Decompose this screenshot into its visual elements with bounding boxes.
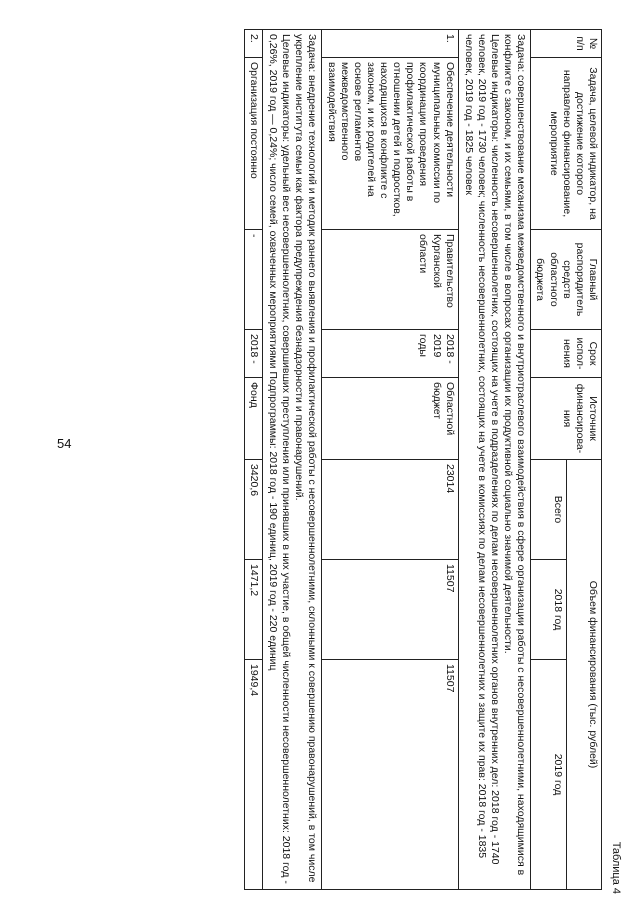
header-volume: Объем финансирования (тыс. рублей) [566, 460, 601, 890]
header-row [566, 30, 601, 890]
header-term: Срок испол-нения [531, 330, 602, 378]
row1-2019: 11507 [322, 660, 458, 890]
row1-measure: Обеспечение деятельности муниципальных комиссии по координации проведения профилактической работы в отношении детей и подростков, находящихся в конфликте с законом, и их родителей на основе регламентов межведомственного взаимодействия [322, 58, 458, 230]
row1-2018: 11507 [322, 560, 458, 660]
rotated-page [7, 4, 622, 904]
row2-total: 3420,6 [244, 460, 262, 560]
page-number: 54 [57, 436, 72, 451]
row2-2018: 1471,2 [244, 560, 262, 660]
financing-table [244, 29, 602, 890]
header-2019: 2019 год [531, 660, 566, 890]
header-admin: Главный распорядитель средств областного бюджета [531, 230, 602, 330]
row1-source: Областной бюджет [322, 378, 458, 460]
table-row [322, 30, 458, 890]
row1-num: 1. [322, 30, 458, 58]
header-num: № п/п [531, 30, 602, 58]
section2-cell [263, 30, 323, 890]
header-task: Задача, целевой индикатор, на достижение которого направлено финансирование, мероприятие [531, 58, 602, 230]
table-caption: Таблица 4 [610, 841, 622, 894]
section2-row [263, 30, 323, 890]
row2-source: Фонд [244, 378, 262, 460]
row2-admin: - [244, 230, 262, 330]
section1-task: Задача: совершенствование механизма межведомственного и внутриотраслевого взаимодействия в сфере организации работы с несовершеннолетними, находящимися в конфликте с законом, и их семьями, в том числе в вопросах организации их продуктивной социально значимой деятельности. [502, 34, 528, 876]
section1-indicators: Целевые индикаторы: численность несовершеннолетних, состоящих на учете в подразделениях по делам несовершеннолетних органов внутренних дел: 2018 год - 1740 человек, 2019 год - 1730 человек; численность несовершеннолетних, состоящих на учете в комиссиях по делам несовершеннолетних и защите их прав: 2018 год - 1835 человек, 2019 год - 1825 человек [462, 34, 502, 865]
row2-term: 2018 - [244, 330, 262, 378]
header-source: Источник финансирова-ния [531, 378, 602, 460]
section1-cell [458, 30, 531, 890]
row1-admin: Правительство Курганской области [322, 230, 458, 330]
row1-term: 2018 - 2019 годы [322, 330, 458, 378]
table-row [244, 30, 262, 890]
header-total: Всего [531, 460, 566, 560]
header-2018: 2018 год [531, 560, 566, 660]
row2-2019: 1949,4 [244, 660, 262, 890]
row1-total: 23014 [322, 460, 458, 560]
section2-task: Задача: внедрение технологий и методик раннего выявления и профилактической работы с несовершеннолетними, склонными к совершению правонарушений, в том числе укрепление института семьи как фактора предупреждения безнадзорности и правонарушений. [293, 34, 319, 883]
section1-row [458, 30, 531, 890]
row2-measure: Организация постоянно [244, 58, 262, 230]
section2-indicators: Целевые индикаторы: удельный вес несовершеннолетних, совершивших преступления или принявших в них участие, в общей численности несовершеннолетних: 2018 год - 0,26%, 2019 год — 0,24%; число семей, охваченных мероприятиями Подпрограммы: 2018 год - 190 единиц, 2019 год - 220 единиц [267, 34, 293, 884]
row2-num: 2. [244, 30, 262, 58]
